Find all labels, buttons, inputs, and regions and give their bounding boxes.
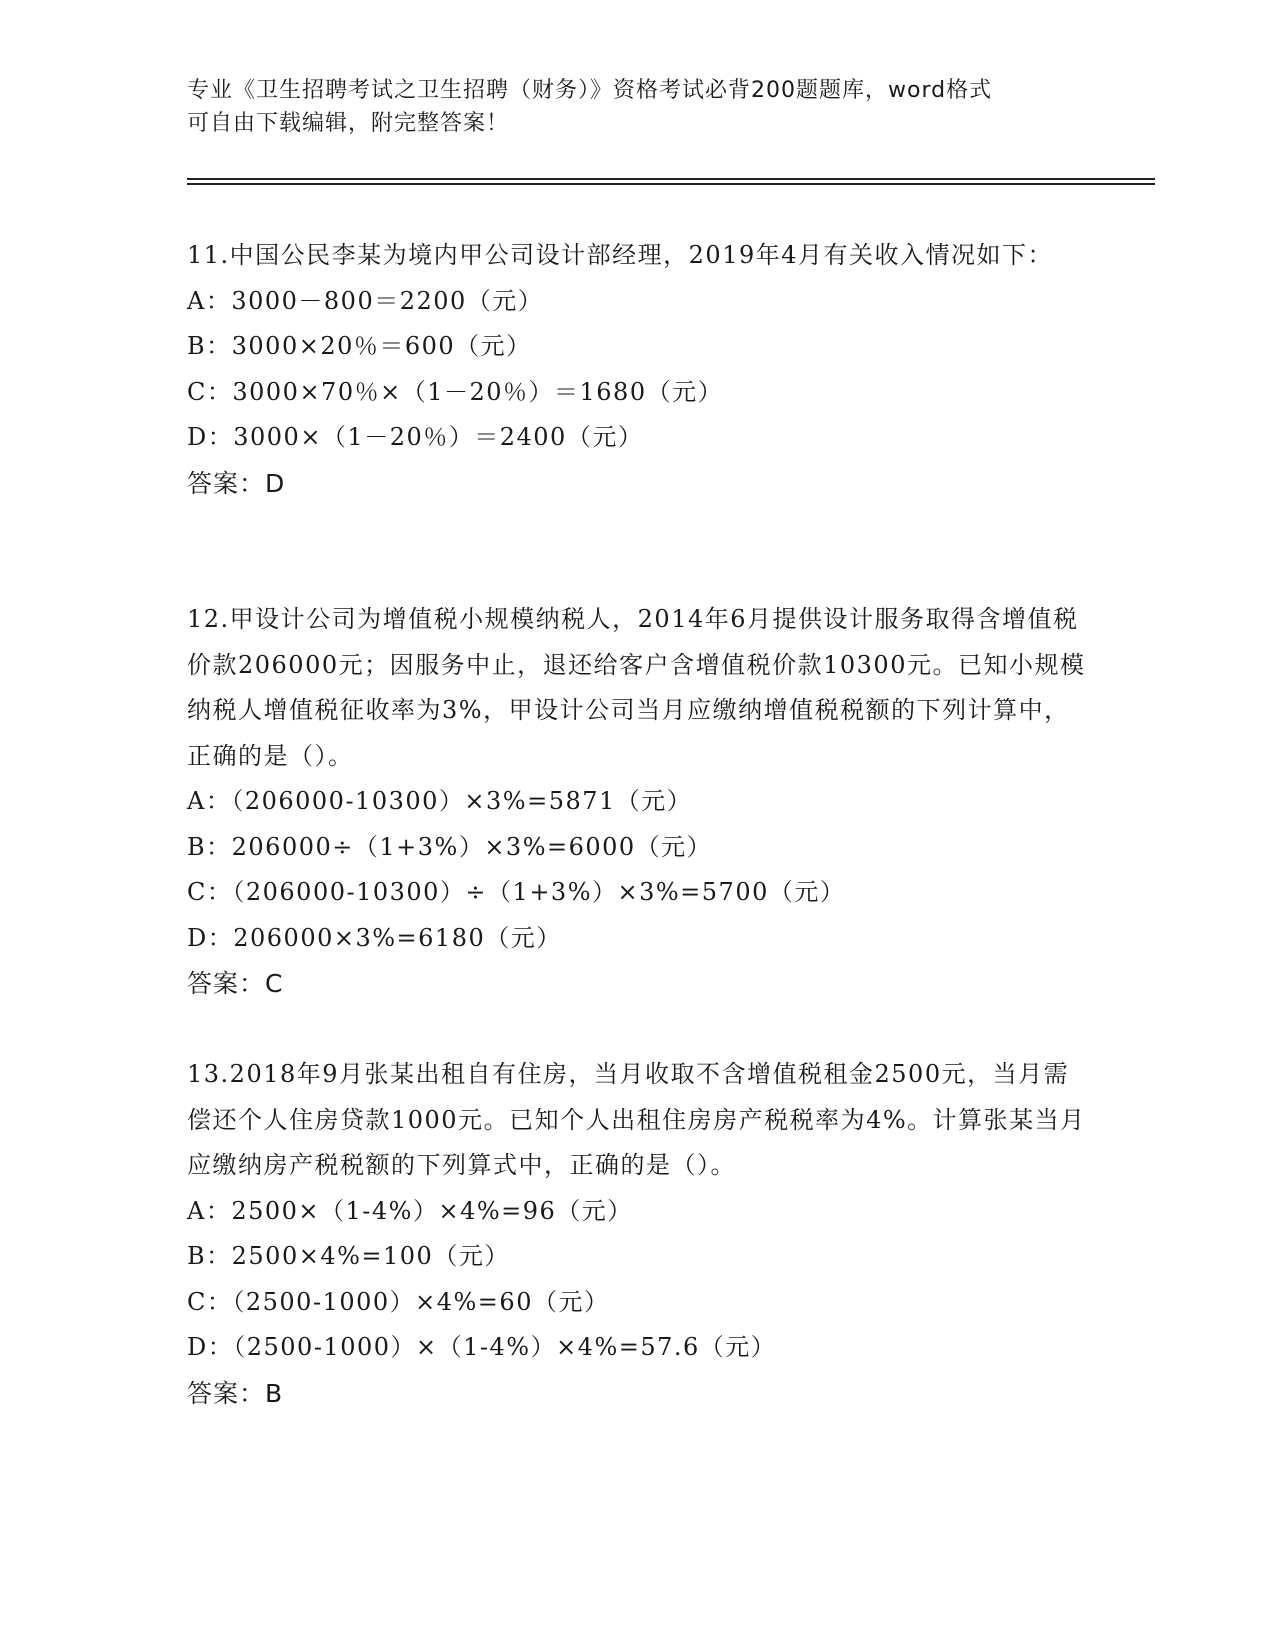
question-stem: 12.甲设计公司为增值税小规模纳税人，2014年6月提供设计服务取得含增值税价款206000元；因服务中止，退还给客户含增值税价款10300元。已知小规模纳税人增值税征收率为3%，甲设计公司当月应缴纳增值税税额的下列计算中，正确的是（）。	[187, 605, 1086, 770]
option-c: C：（206000-10300）÷（1+3%）×3%=5700（元）	[187, 878, 846, 906]
header-line-1: 专业《卫生招聘考试之卫生招聘（财务）》资格考试必背200题题库，word格式	[187, 78, 993, 103]
option-a: A：2500×（1-4%）×4%=96（元）	[187, 1196, 633, 1225]
answer-line: 答案：C	[187, 969, 284, 998]
header-divider-bottom	[187, 183, 1155, 185]
header-divider-top	[187, 178, 1155, 180]
header-line-2: 可自由下载编辑，附完整答案！	[187, 111, 510, 136]
option-b: B：2500×4%=100（元）	[187, 1242, 510, 1270]
option-b: B：206000÷（1+3%）×3%=6000（元）	[187, 832, 713, 861]
question-11	[187, 233, 1087, 506]
answer-line: 答案：D	[187, 468, 286, 498]
question-12	[187, 597, 1087, 1007]
option-c: C：（2500-1000）×4%=60（元）	[187, 1287, 610, 1316]
question-stem: 11.中国公民李某为境内甲公司设计部经理，2019年4月有关收入情况如下：	[187, 241, 1054, 269]
option-c: C：3000×70％×（1－20％）＝1680（元）	[187, 377, 724, 406]
option-b: B：3000×20％＝600（元）	[187, 332, 532, 360]
option-d: D：（2500-1000）×（1-4%）×4%=57.6（元）	[187, 1333, 777, 1361]
question-13	[187, 1052, 1087, 1416]
document-header	[187, 74, 1087, 140]
question-stem: 13.2018年9月张某出租自有住房，当月收取不含增值税租金2500元，当月需偿还个人住房贷款1000元。已知个人出租住房房产税税率为4%。计算张某当月应缴纳房产税税额的下列算式中，正确的是（）。	[187, 1060, 1086, 1179]
option-a: A：（206000-10300）×3%=5871（元）	[187, 787, 693, 815]
option-a: A：3000－800＝2200（元）	[187, 286, 544, 315]
answer-line: 答案：B	[187, 1378, 284, 1408]
option-d: D：3000×（1－20％）＝2400（元）	[187, 423, 644, 451]
option-d: D：206000×3%=6180（元）	[187, 923, 562, 952]
